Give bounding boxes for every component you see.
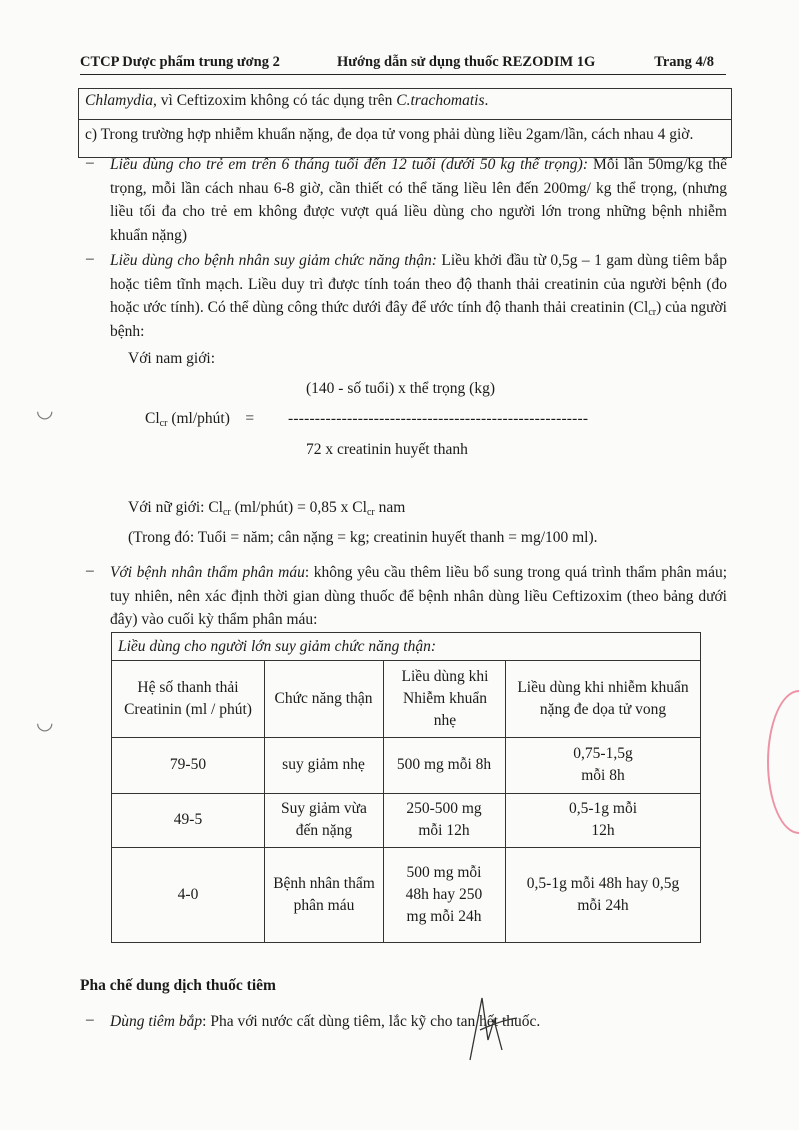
- table-col-rule: [383, 660, 384, 942]
- table-header-cell: Liều dùng khi Nhiễm khuẩn nhẹ: [401, 667, 489, 729]
- table-cell: 0,5-1g mỗi 12h: [568, 800, 638, 839]
- male-label: Với nam giới:: [128, 350, 215, 367]
- table-cell: suy giảm nhẹ: [282, 756, 365, 773]
- bullet-dash: –: [86, 154, 94, 171]
- table-cell: 0,5-1g mỗi 48h hay 0,5g mỗi 24h: [526, 874, 680, 914]
- table-cell: 500 mg mỗi 48h hay 250 mg mỗi 24h: [405, 863, 483, 925]
- document-title: Hướng dẫn sử dụng thuốc REZODIM 1G: [337, 54, 596, 70]
- table-cell: 0,75-1,5g mỗi 8h: [573, 745, 633, 784]
- signature-mark: [462, 990, 522, 1070]
- page-header: [80, 54, 726, 75]
- page-number: Trang 4/8: [654, 54, 714, 70]
- table-cell: 250-500 mg mỗi 12h: [406, 800, 482, 839]
- box-line-2: c) Trong trường hợp nhiễm khuẩn nặng, đe dọa tử vong phải dùng liều 2gam/lần, cách nhau 4 giờ.: [85, 126, 694, 143]
- formula-numerator: (140 - số tuổi) x thể trọng (kg): [306, 380, 495, 397]
- table-cell: 49-5: [173, 811, 203, 828]
- formula-denominator: 72 x creatinin huyết thanh: [306, 441, 468, 458]
- punch-hole-mark: ◡: [36, 400, 54, 422]
- table-header-cell: Hệ số thanh thải Creatinin (ml / phút): [124, 678, 252, 718]
- punch-hole-mark: ◡: [36, 712, 54, 734]
- dialysis-paragraph: Với bệnh nhân thẩm phân máu: không yêu cầu thêm liều bổ sung trong quá trình thẩm phân máu; tuy nhiên, nên xác định thời gian dùng thuốc để bệnh nhân dùng liều Ceftizoxim (theo bảng dưới đây) vào cuối kỳ thẩm phân máu:: [110, 564, 727, 628]
- table-col-rule: [505, 660, 506, 942]
- table-cell: Bệnh nhân thẩm phân máu: [273, 874, 375, 914]
- formula-lhs: $Cl_{cr}$ (ml/phút) =: [145, 410, 255, 429]
- table-header-cell: Chức năng thận: [274, 689, 373, 707]
- continuation-box: [78, 88, 732, 158]
- box-line-1: Chlamydia, vì Ceftizoxim không có tác dụng trên C.trachomatis.: [85, 92, 489, 109]
- table-caption: Liều dùng cho người lớn suy giảm chức năng thận:: [118, 638, 437, 655]
- intramuscular-paragraph: Dùng tiêm bắp: Pha với nước cất dùng tiêm, lắc kỹ cho tan hết thuốc.: [110, 1013, 541, 1030]
- section-title: Pha chế dung dịch thuốc tiêm: [80, 977, 276, 994]
- table-cell: 500 mg mỗi 8h: [396, 756, 492, 773]
- box-divider: [79, 119, 731, 120]
- bullet-dash: –: [86, 1011, 94, 1028]
- bullet-dash: –: [86, 250, 94, 267]
- table-header-cell: Liều dùng khi nhiễm khuẩn nặng đe dọa tử vong: [517, 678, 689, 718]
- formula-legend: (Trong đó: Tuổi = năm; cân nặng = kg; creatinin huyết thanh = mg/100 ml).: [128, 529, 598, 546]
- female-formula: Với nữ giới: $Cl_{cr}$ (ml/phút) = 0,85 x $Cl_{cr}$ nam: [128, 499, 406, 518]
- company-name: CTCP Dược phẩm trung ương 2: [80, 54, 280, 70]
- children-dosage-paragraph: Liều dùng cho trẻ em trên 6 tháng tuổi đến 12 tuổi (dưới 50 kg thể trọng): Mỗi lần 50mg/kg thể trọng, mỗi lần cách nhau 6-8 giờ, cần thiết có thể tăng liều lên đến 200mg/ kg thể trọng, (nhưng liều tối đa cho trẻ em không được vượt quá liều dùng cho người lớn trong những bệnh nhiễm khuẩn nặng): [110, 156, 728, 244]
- bullet-dash: –: [86, 562, 94, 579]
- renal-dosage-table: [111, 632, 701, 943]
- fraction-line: --------------------------------------------------------: [288, 410, 589, 427]
- renal-dosage-paragraph: Liều dùng cho bệnh nhân suy giảm chức năng thận: Liều khởi đầu từ 0,5g – 1 gam dùng tiêm bắp hoặc tiêm tĩnh mạch. Liều duy trì được tính toán theo độ thanh thải creatinin của người bệnh (đo hoặc ước tính). Có thể dùng công thức dưới đây để ước tính độ thanh thải creatinin $(Cl_{cr})$ của người bệnh:: [110, 252, 728, 340]
- table-cell: 4-0: [177, 885, 199, 903]
- table-cell: Suy giảm vừa đến nặng: [281, 800, 367, 839]
- red-stamp: [767, 690, 799, 834]
- table-cell: 79-50: [169, 756, 207, 773]
